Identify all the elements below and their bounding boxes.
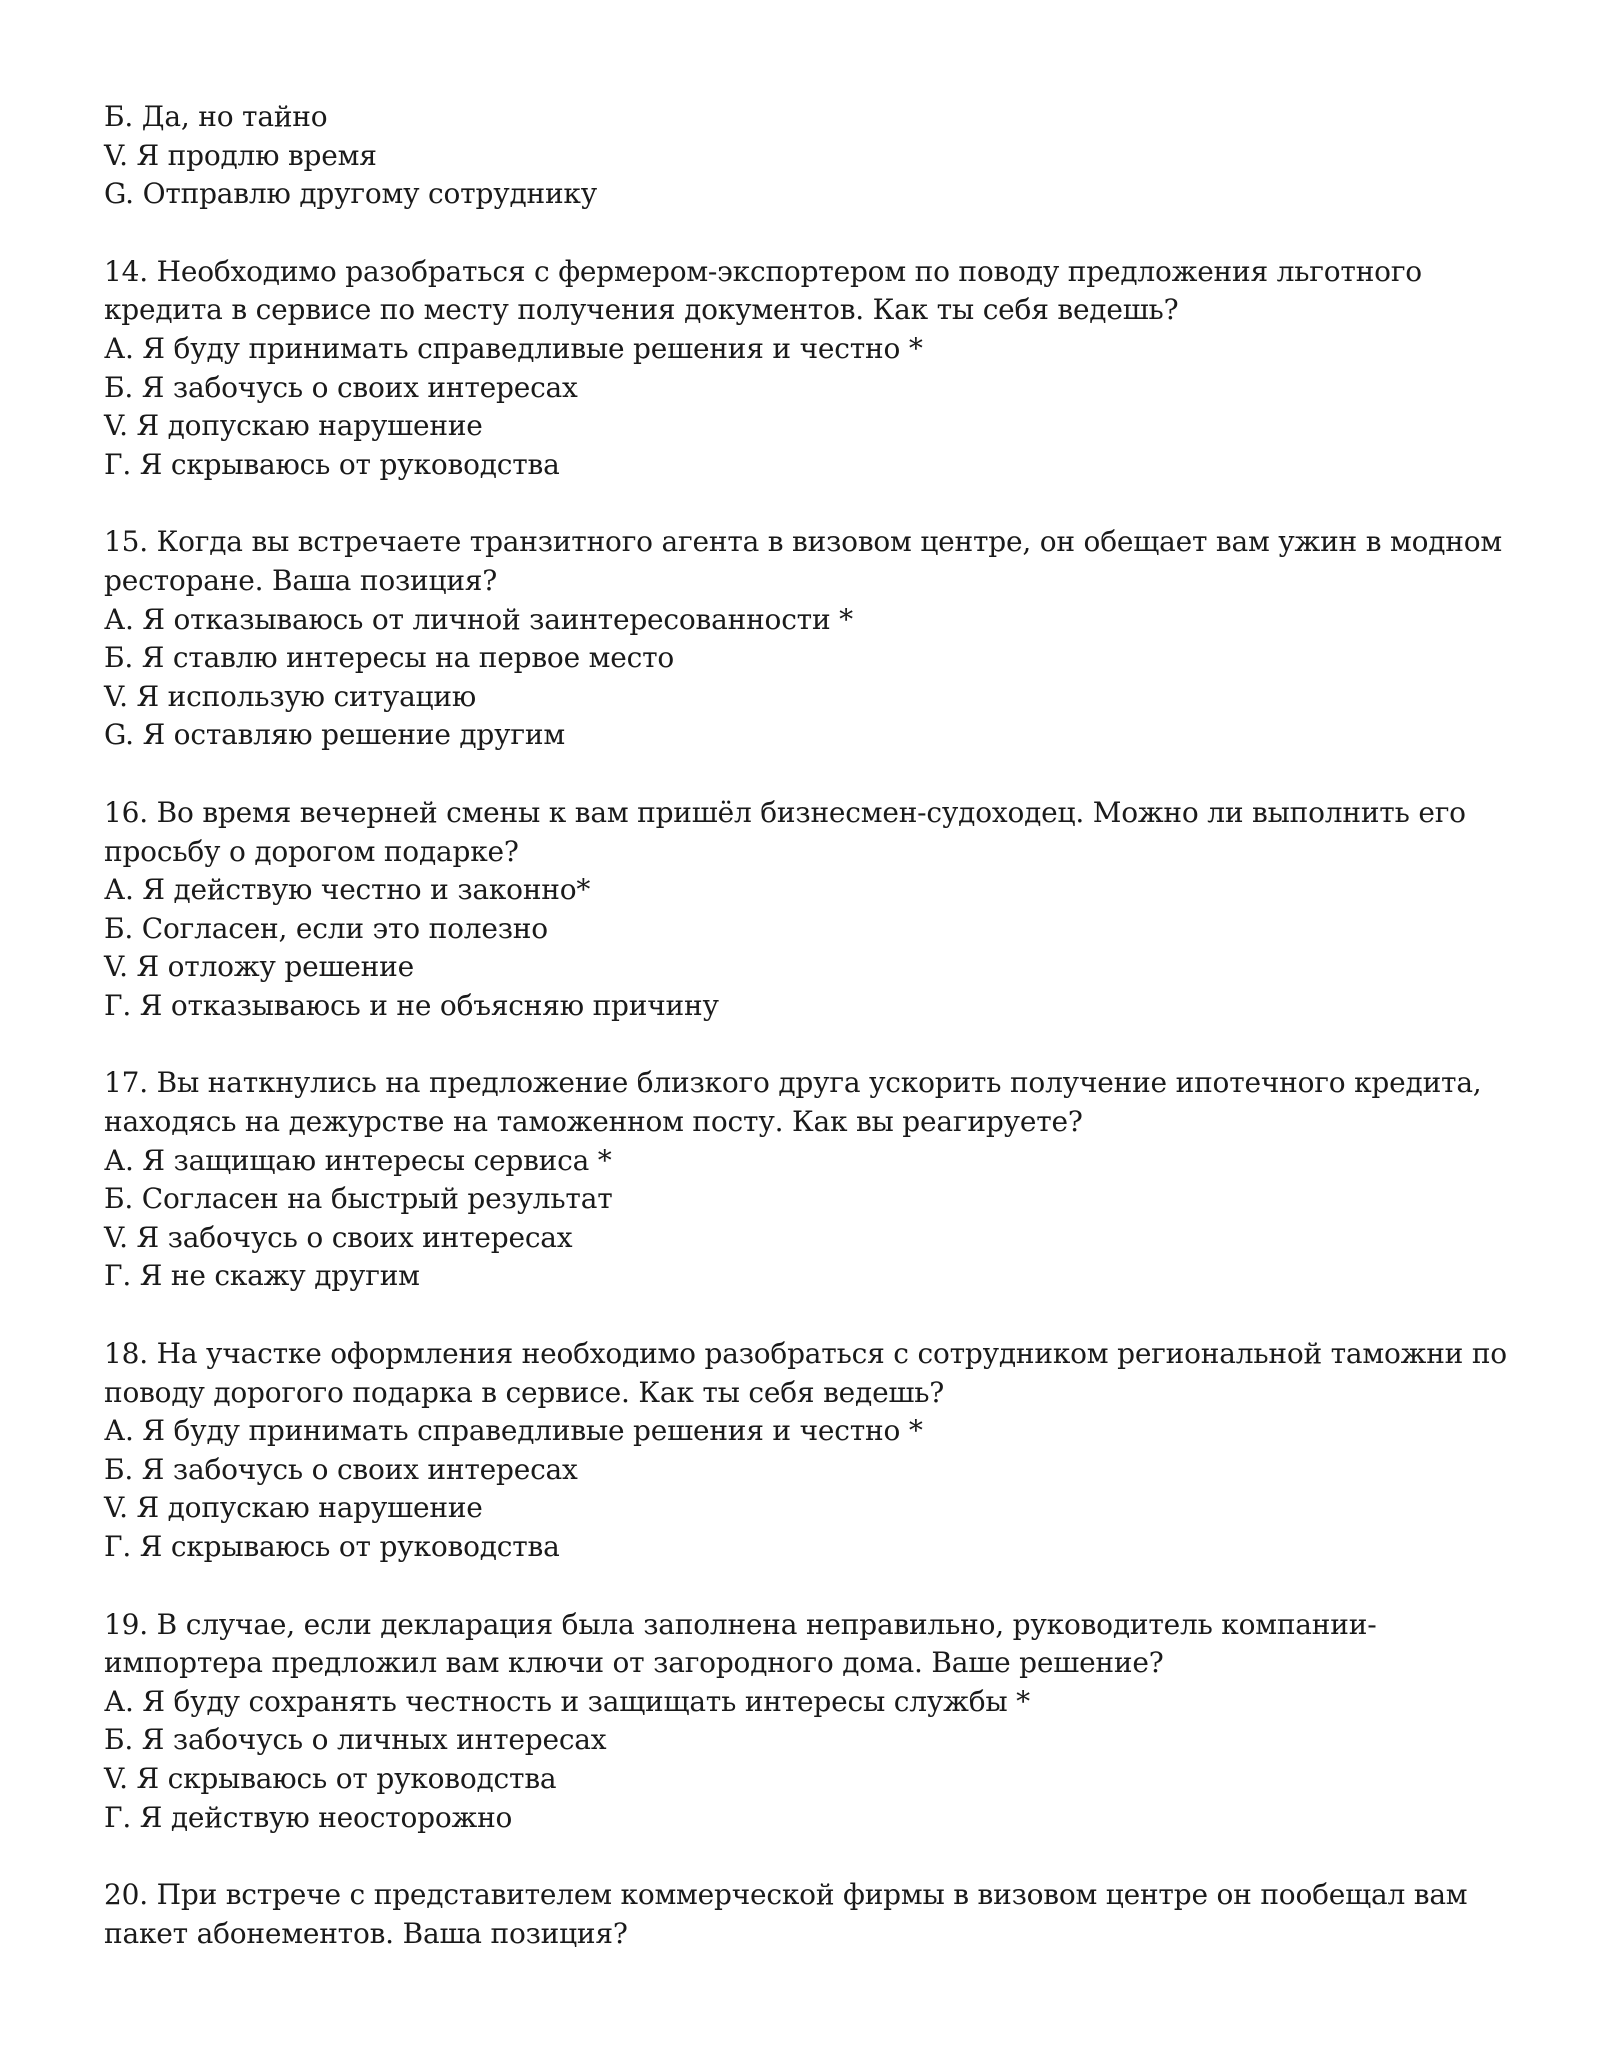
document-page: [104, 98, 1507, 1992]
question-18: [104, 1335, 1507, 1567]
option-line: Б. Я ставлю интересы на первое место: [104, 641, 675, 675]
option-line: V. Я отложу решение: [104, 950, 414, 984]
question-19: [104, 1606, 1504, 1838]
question-14: [104, 253, 1504, 485]
question-text-line: находясь на дежурстве на таможенном посту. Как вы реагируете?: [104, 1105, 1083, 1139]
question-text-line: просьбу о дорогом подарке?: [104, 834, 519, 868]
question-text-line: пакет абонементов. Ваша позиция?: [104, 1916, 628, 1950]
question-16: [104, 794, 1504, 1026]
question-text-line: 17. Вы наткнулись на предложение близкого друга ускорить получение ипотечного кредита,: [104, 1066, 1482, 1100]
question-text-line: 19. В случае, если декларация была заполнена неправильно, руководитель компании-: [104, 1607, 1377, 1641]
option-line: G. Отправлю другому сотруднику: [104, 177, 598, 211]
option-line: Г. Я отказываюсь и не объясняю причину: [104, 988, 719, 1022]
option-line: А. Я буду принимать справедливые решения и честно *: [104, 1414, 923, 1448]
question-text-line: ресторане. Ваша позиция?: [104, 563, 498, 597]
option-line: А. Я отказываюсь от личной заинтересованности *: [104, 602, 853, 636]
option-line: Г. Я скрываюсь от руководства: [104, 447, 560, 481]
option-line: Б. Я забочусь о своих интересах: [104, 1452, 578, 1486]
question-text-line: поводу дорогого подарка в сервисе. Как ты себя ведешь?: [104, 1375, 945, 1409]
intro-options: [104, 98, 1504, 214]
option-line: Б. Я забочусь о своих интересах: [104, 370, 578, 404]
option-line: V. Я скрываюсь от руководства: [104, 1761, 557, 1795]
question-text-line: 16. Во время вечерней смены к вам пришёл бизнесмен-судоходец. Можно ли выполнить его: [104, 795, 1466, 829]
question-text-line: 20. При встрече с представителем коммерческой фирмы в визовом центре он пообещал вам: [104, 1878, 1468, 1912]
question-text-line: кредита в сервисе по месту получения документов. Как ты себя ведешь?: [104, 293, 1179, 327]
option-line: Г. Я действую неосторожно: [104, 1800, 513, 1834]
option-line: Г. Я скрываюсь от руководства: [104, 1530, 560, 1563]
question-text-line: 18. На участке оформления необходимо разобраться с сотрудником региональной таможни по: [104, 1337, 1507, 1371]
option-line: Б. Согласен на быстрый результат: [104, 1182, 613, 1216]
option-line: V. Я забочусь о своих интересах: [104, 1220, 573, 1254]
option-line: Б. Да, но тайно: [104, 100, 328, 133]
question-text-line: 14. Необходимо разобраться с фермером-экспортером по поводу предложения льготного: [104, 254, 1422, 288]
option-line: А. Я действую честно и законно*: [104, 873, 591, 907]
question-text-line: импортера предложил вам ключи от загородного дома. Ваше решение?: [104, 1646, 1164, 1680]
option-line: А. Я буду принимать справедливые решения и честно *: [104, 331, 923, 365]
option-line: V. Я допускаю нарушение: [104, 1491, 483, 1525]
option-line: Г. Я не скажу другим: [104, 1259, 420, 1293]
option-line: V. Я допускаю нарушение: [104, 409, 483, 443]
option-line: G. Я оставляю решение другим: [104, 718, 565, 752]
question-17: [104, 1064, 1504, 1296]
question-text-line: 15. Когда вы встречаете транзитного агента в визовом центре, он обещает вам ужин в модном: [104, 525, 1502, 559]
question-15: [104, 523, 1504, 755]
option-line: А. Я буду сохранять честность и защищать интересы службы *: [104, 1684, 1030, 1718]
option-line: V. Я использую ситуацию: [104, 679, 477, 713]
option-line: Б. Я забочусь о личных интересах: [104, 1723, 607, 1757]
question-20: [104, 1876, 1504, 1953]
option-line: Б. Согласен, если это полезно: [104, 911, 548, 945]
option-line: V. Я продлю время: [104, 138, 377, 172]
option-line: А. Я защищаю интересы сервиса *: [104, 1143, 612, 1177]
